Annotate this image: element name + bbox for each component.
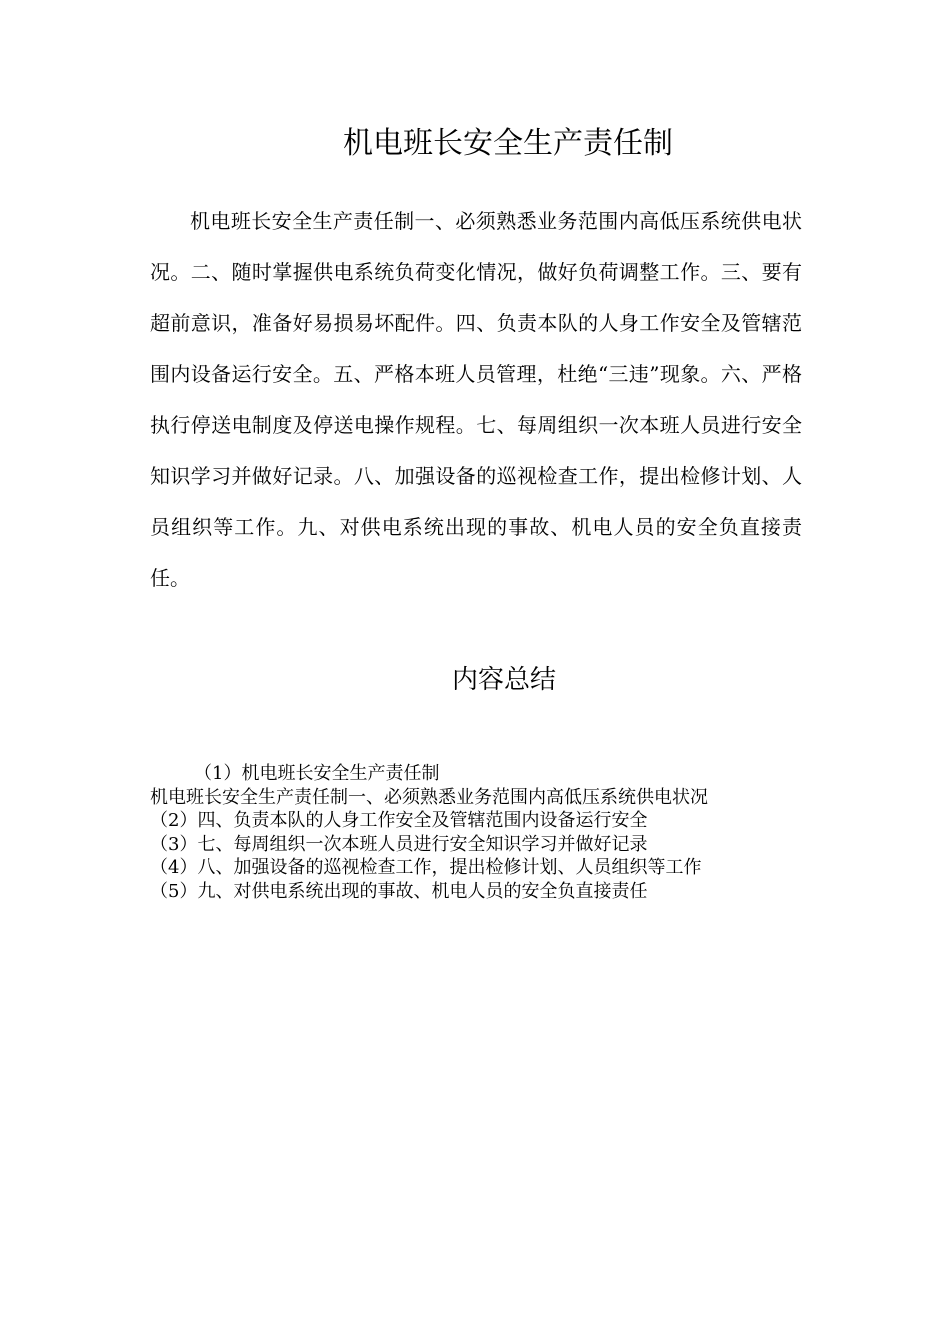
summary-line-3: （2）四、负责本队的人身工作安全及管辖范围内设备运行安全	[150, 810, 648, 831]
summary-line-4: （3）七、每周组织一次本班人员进行安全知识学习并做好记录	[150, 833, 648, 855]
body-paragraph: 机电班长安全生产责任制一、必须熟悉业务范围内高低压系统供电状况。二、随时掌握供电系统负荷变化情况，做好负荷调整工作。三、要有超前意识，准备好易损易坏配件。四、负责本队的人身工作安全及管辖范围内设备运行安全。五、严格本班人员管理，杜绝“三违”现象。六、严格执行停送电制度及停送电操作规程。七、每周组织一次本班人员进行安全知识学习并做好记录。八、加强设备的巡视检查工作，提出检修计划、人员组织等工作。九、对供电系统出现的事故、机电人员的安全负直接责任。	[150, 209, 802, 590]
document-title: 机电班长安全生产责任制	[343, 126, 673, 161]
summary-line-1: （1）机电班长安全生产责任制	[194, 763, 440, 784]
summary-line-6: （5）九、对供电系统出现的事故、机电人员的安全负直接责任	[150, 880, 648, 902]
summary-list	[150, 762, 830, 903]
summary-line-5: （4）八、加强设备的巡视检查工作，提出检修计划、人员组织等工作	[150, 857, 702, 878]
summary-line-2: 机电班长安全生产责任制一、必须熟悉业务范围内高低压系统供电状况	[150, 786, 708, 808]
summary-title: 内容总结	[451, 665, 556, 695]
